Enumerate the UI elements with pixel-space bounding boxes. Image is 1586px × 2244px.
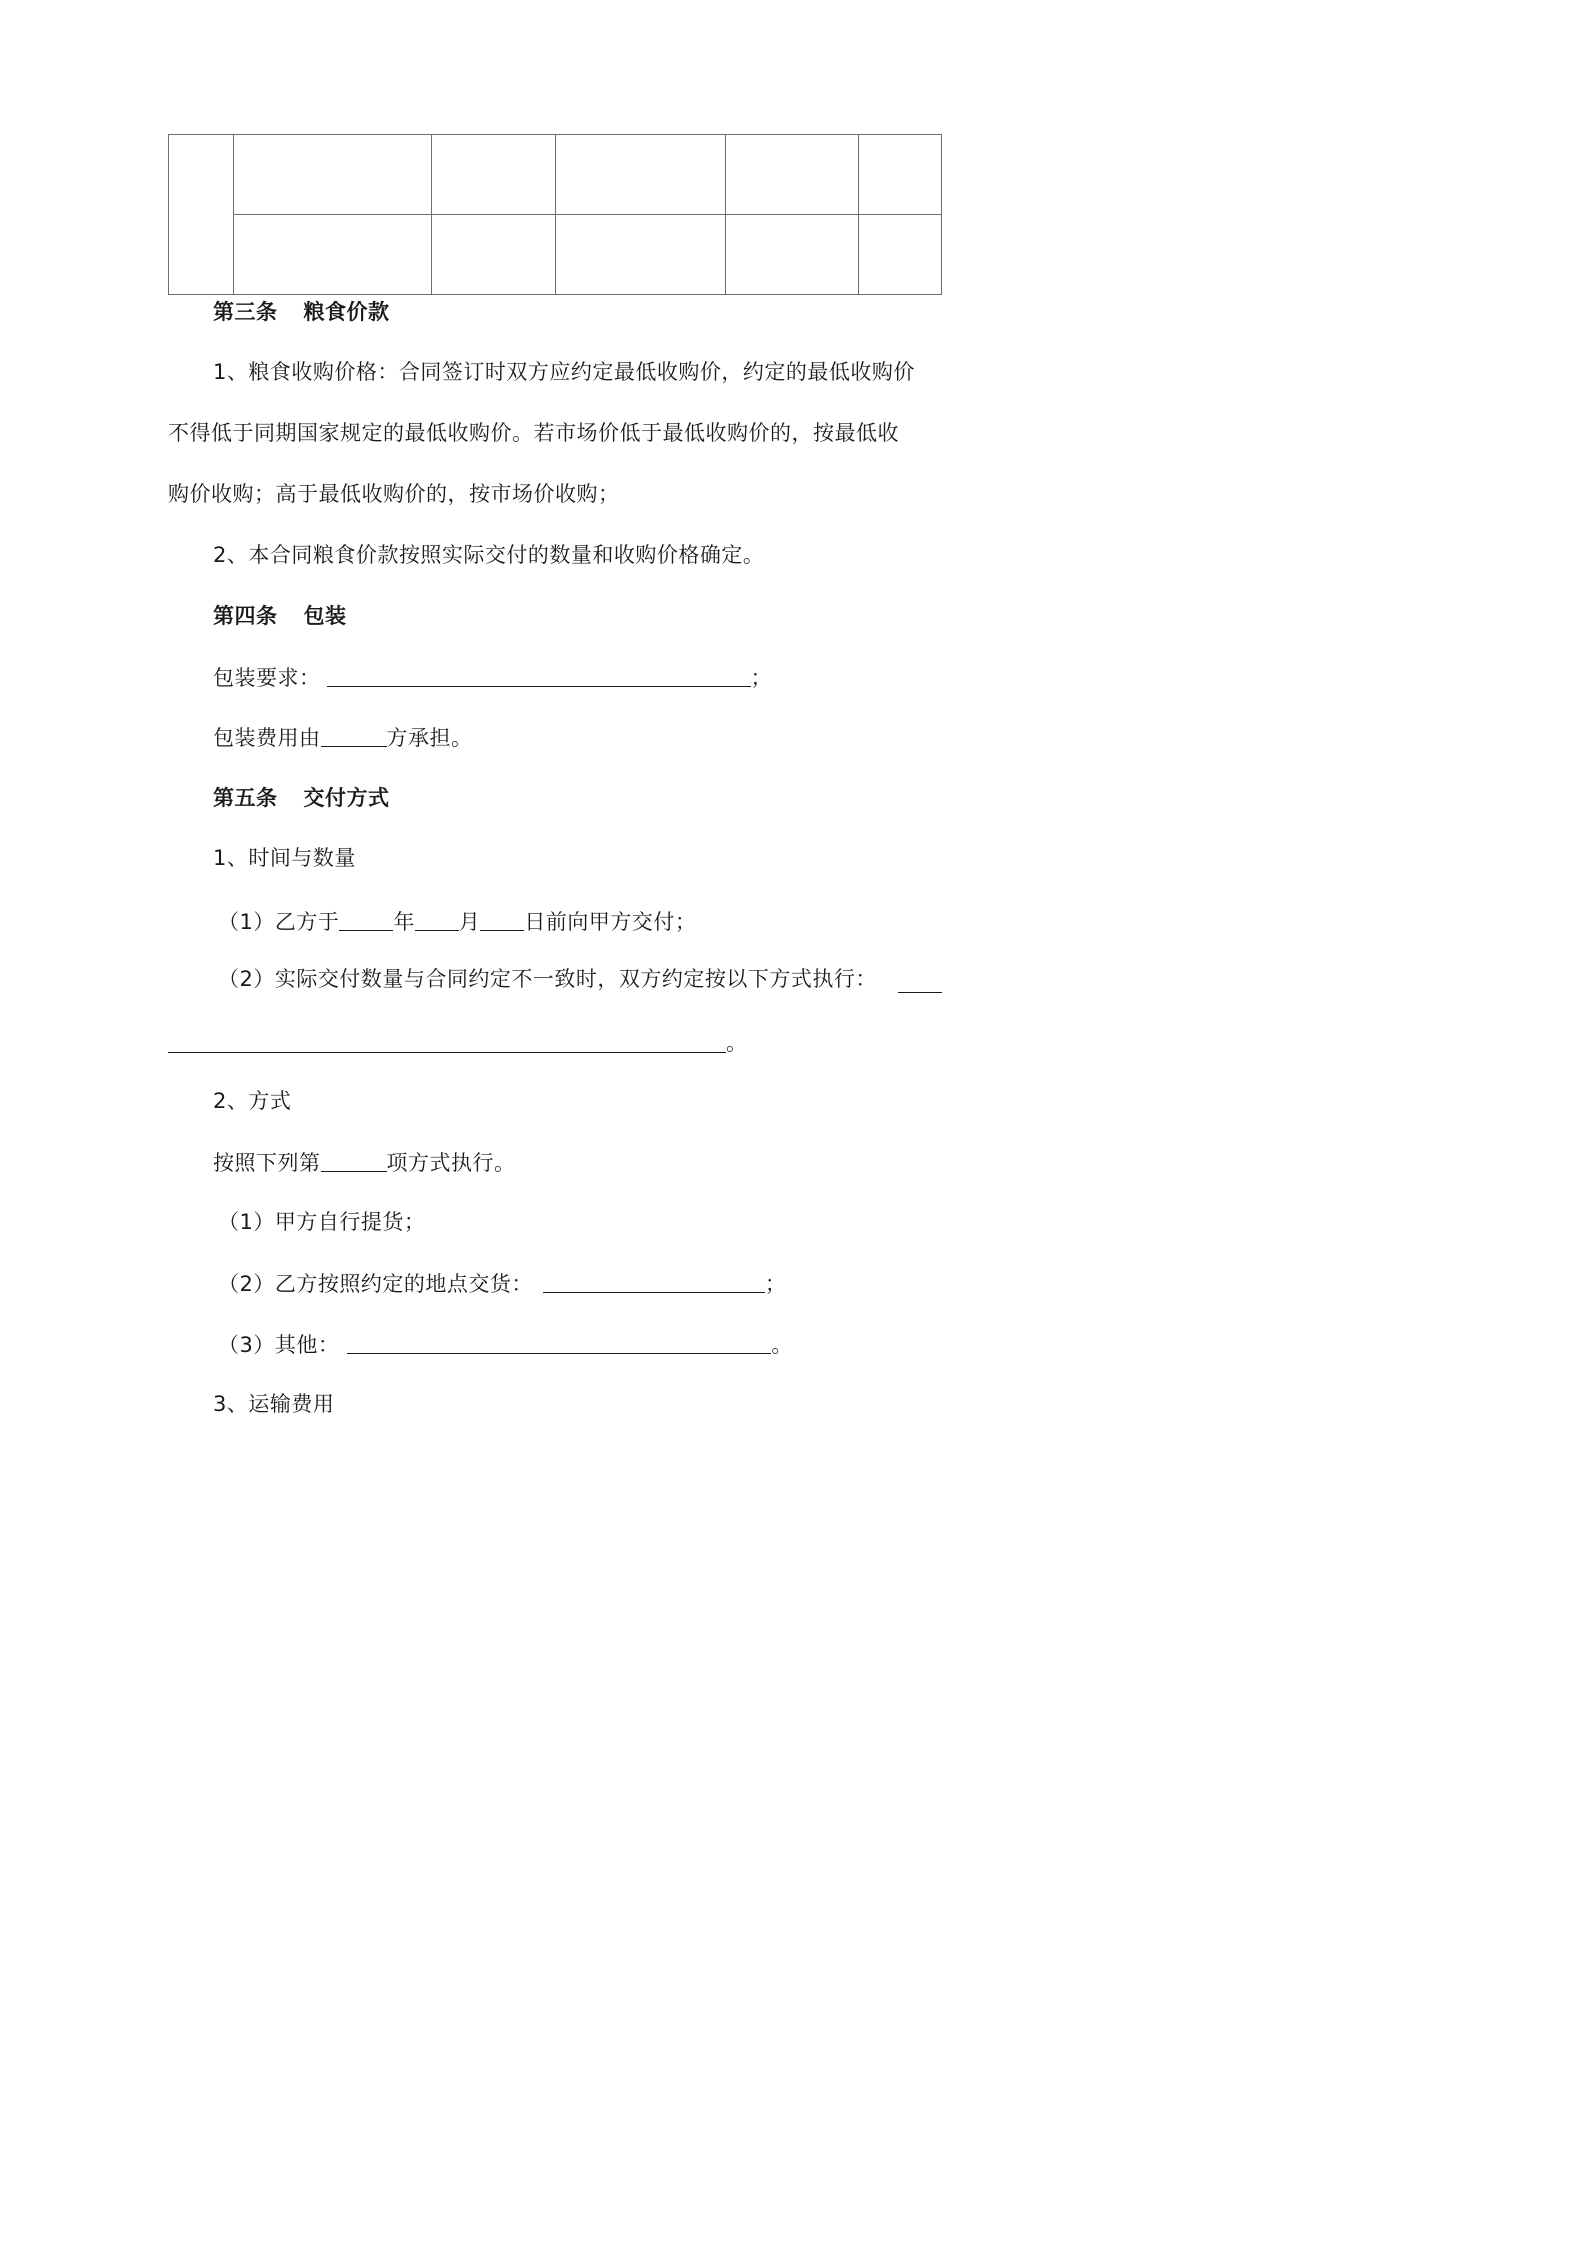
packaging-requirement bbox=[213, 662, 772, 693]
table-row bbox=[169, 215, 942, 295]
table-cell bbox=[726, 215, 859, 295]
method-option-2-label: （2）乙方按照约定的地点交货： bbox=[218, 1272, 533, 1296]
article3-number: 第三条 bbox=[213, 300, 278, 324]
article5-heading bbox=[213, 783, 390, 813]
article4-number: 第四条 bbox=[213, 604, 278, 628]
method-option-2-end: ； bbox=[764, 1272, 787, 1296]
method-title: 2、方式 bbox=[213, 1089, 292, 1113]
time-quantity-title: 1、时间与数量 bbox=[213, 846, 356, 870]
table-cell bbox=[432, 215, 556, 295]
delivery-location-blank[interactable] bbox=[543, 1268, 765, 1293]
table-cell bbox=[169, 135, 234, 295]
quantity-mismatch-blank-start[interactable] bbox=[898, 992, 942, 993]
method-option-3-label: （3）其他： bbox=[218, 1333, 340, 1357]
method-choice-suffix: 项方式执行。 bbox=[386, 1151, 516, 1175]
table-row bbox=[169, 135, 942, 215]
table-cell bbox=[726, 135, 859, 215]
table-cell bbox=[556, 215, 726, 295]
method-option-2 bbox=[218, 1268, 786, 1299]
transport-cost-title: 3、运输费用 bbox=[213, 1392, 335, 1416]
delivery-date-suffix: 日前向甲方交付； bbox=[524, 910, 697, 934]
article4-title: 包装 bbox=[303, 604, 347, 628]
table-cell bbox=[859, 215, 942, 295]
method-choice-blank[interactable] bbox=[321, 1147, 387, 1172]
table-cell bbox=[234, 135, 432, 215]
table-cell bbox=[556, 135, 726, 215]
delivery-date-item bbox=[218, 906, 696, 937]
method-choice-prefix: 按照下列第 bbox=[213, 1151, 321, 1175]
delivery-day-blank[interactable] bbox=[480, 906, 524, 931]
method-option-3-end: 。 bbox=[771, 1333, 793, 1357]
method-choice bbox=[213, 1147, 516, 1178]
goods-table bbox=[168, 134, 942, 295]
article5-number: 第五条 bbox=[213, 786, 278, 810]
packaging-fee-suffix: 方承担。 bbox=[386, 726, 473, 750]
delivery-date-prefix: （1）乙方于 bbox=[218, 910, 340, 934]
method-option-3 bbox=[218, 1329, 793, 1360]
article4-heading bbox=[213, 601, 347, 631]
packaging-fee bbox=[213, 722, 473, 753]
quantity-mismatch-end: 。 bbox=[726, 1031, 747, 1055]
article3-title: 粮食价款 bbox=[303, 300, 390, 324]
delivery-month-blank[interactable] bbox=[415, 906, 459, 931]
table-cell bbox=[432, 135, 556, 215]
article3-heading bbox=[213, 297, 390, 327]
article5-title: 交付方式 bbox=[303, 786, 390, 810]
packaging-requirement-end: ； bbox=[750, 666, 772, 690]
table-cell bbox=[234, 215, 432, 295]
packaging-fee-label: 包装费用由 bbox=[213, 726, 321, 750]
packaging-fee-party-blank[interactable] bbox=[321, 722, 387, 747]
contract-page bbox=[0, 0, 1101, 1559]
month-label: 月 bbox=[458, 910, 481, 934]
article3-p1-line1: 1、粮食收购价格：合同签订时双方应约定最低收购价，约定的最低收购价 bbox=[213, 360, 915, 384]
quantity-mismatch-item: （2）实际交付数量与合同约定不一致时，双方约定按以下方式执行： bbox=[218, 967, 877, 991]
article3-p2: 2、本合同粮食价款按照实际交付的数量和收购价格确定。 bbox=[213, 543, 765, 567]
packaging-requirement-label: 包装要求： bbox=[213, 666, 321, 690]
article3-p1-line3: 购价收购；高于最低收购价的，按市场价收购； bbox=[168, 482, 620, 506]
delivery-year-blank[interactable] bbox=[339, 906, 393, 931]
packaging-requirement-blank[interactable] bbox=[327, 662, 751, 687]
article3-p1-line2: 不得低于同期国家规定的最低收购价。若市场价低于最低收购价的，按最低收 bbox=[168, 421, 899, 445]
quantity-mismatch-blank[interactable] bbox=[168, 1052, 726, 1053]
other-method-blank[interactable] bbox=[347, 1329, 771, 1354]
method-option-1: （1）甲方自行提货； bbox=[218, 1210, 426, 1234]
table-cell bbox=[859, 135, 942, 215]
year-label: 年 bbox=[393, 910, 415, 934]
